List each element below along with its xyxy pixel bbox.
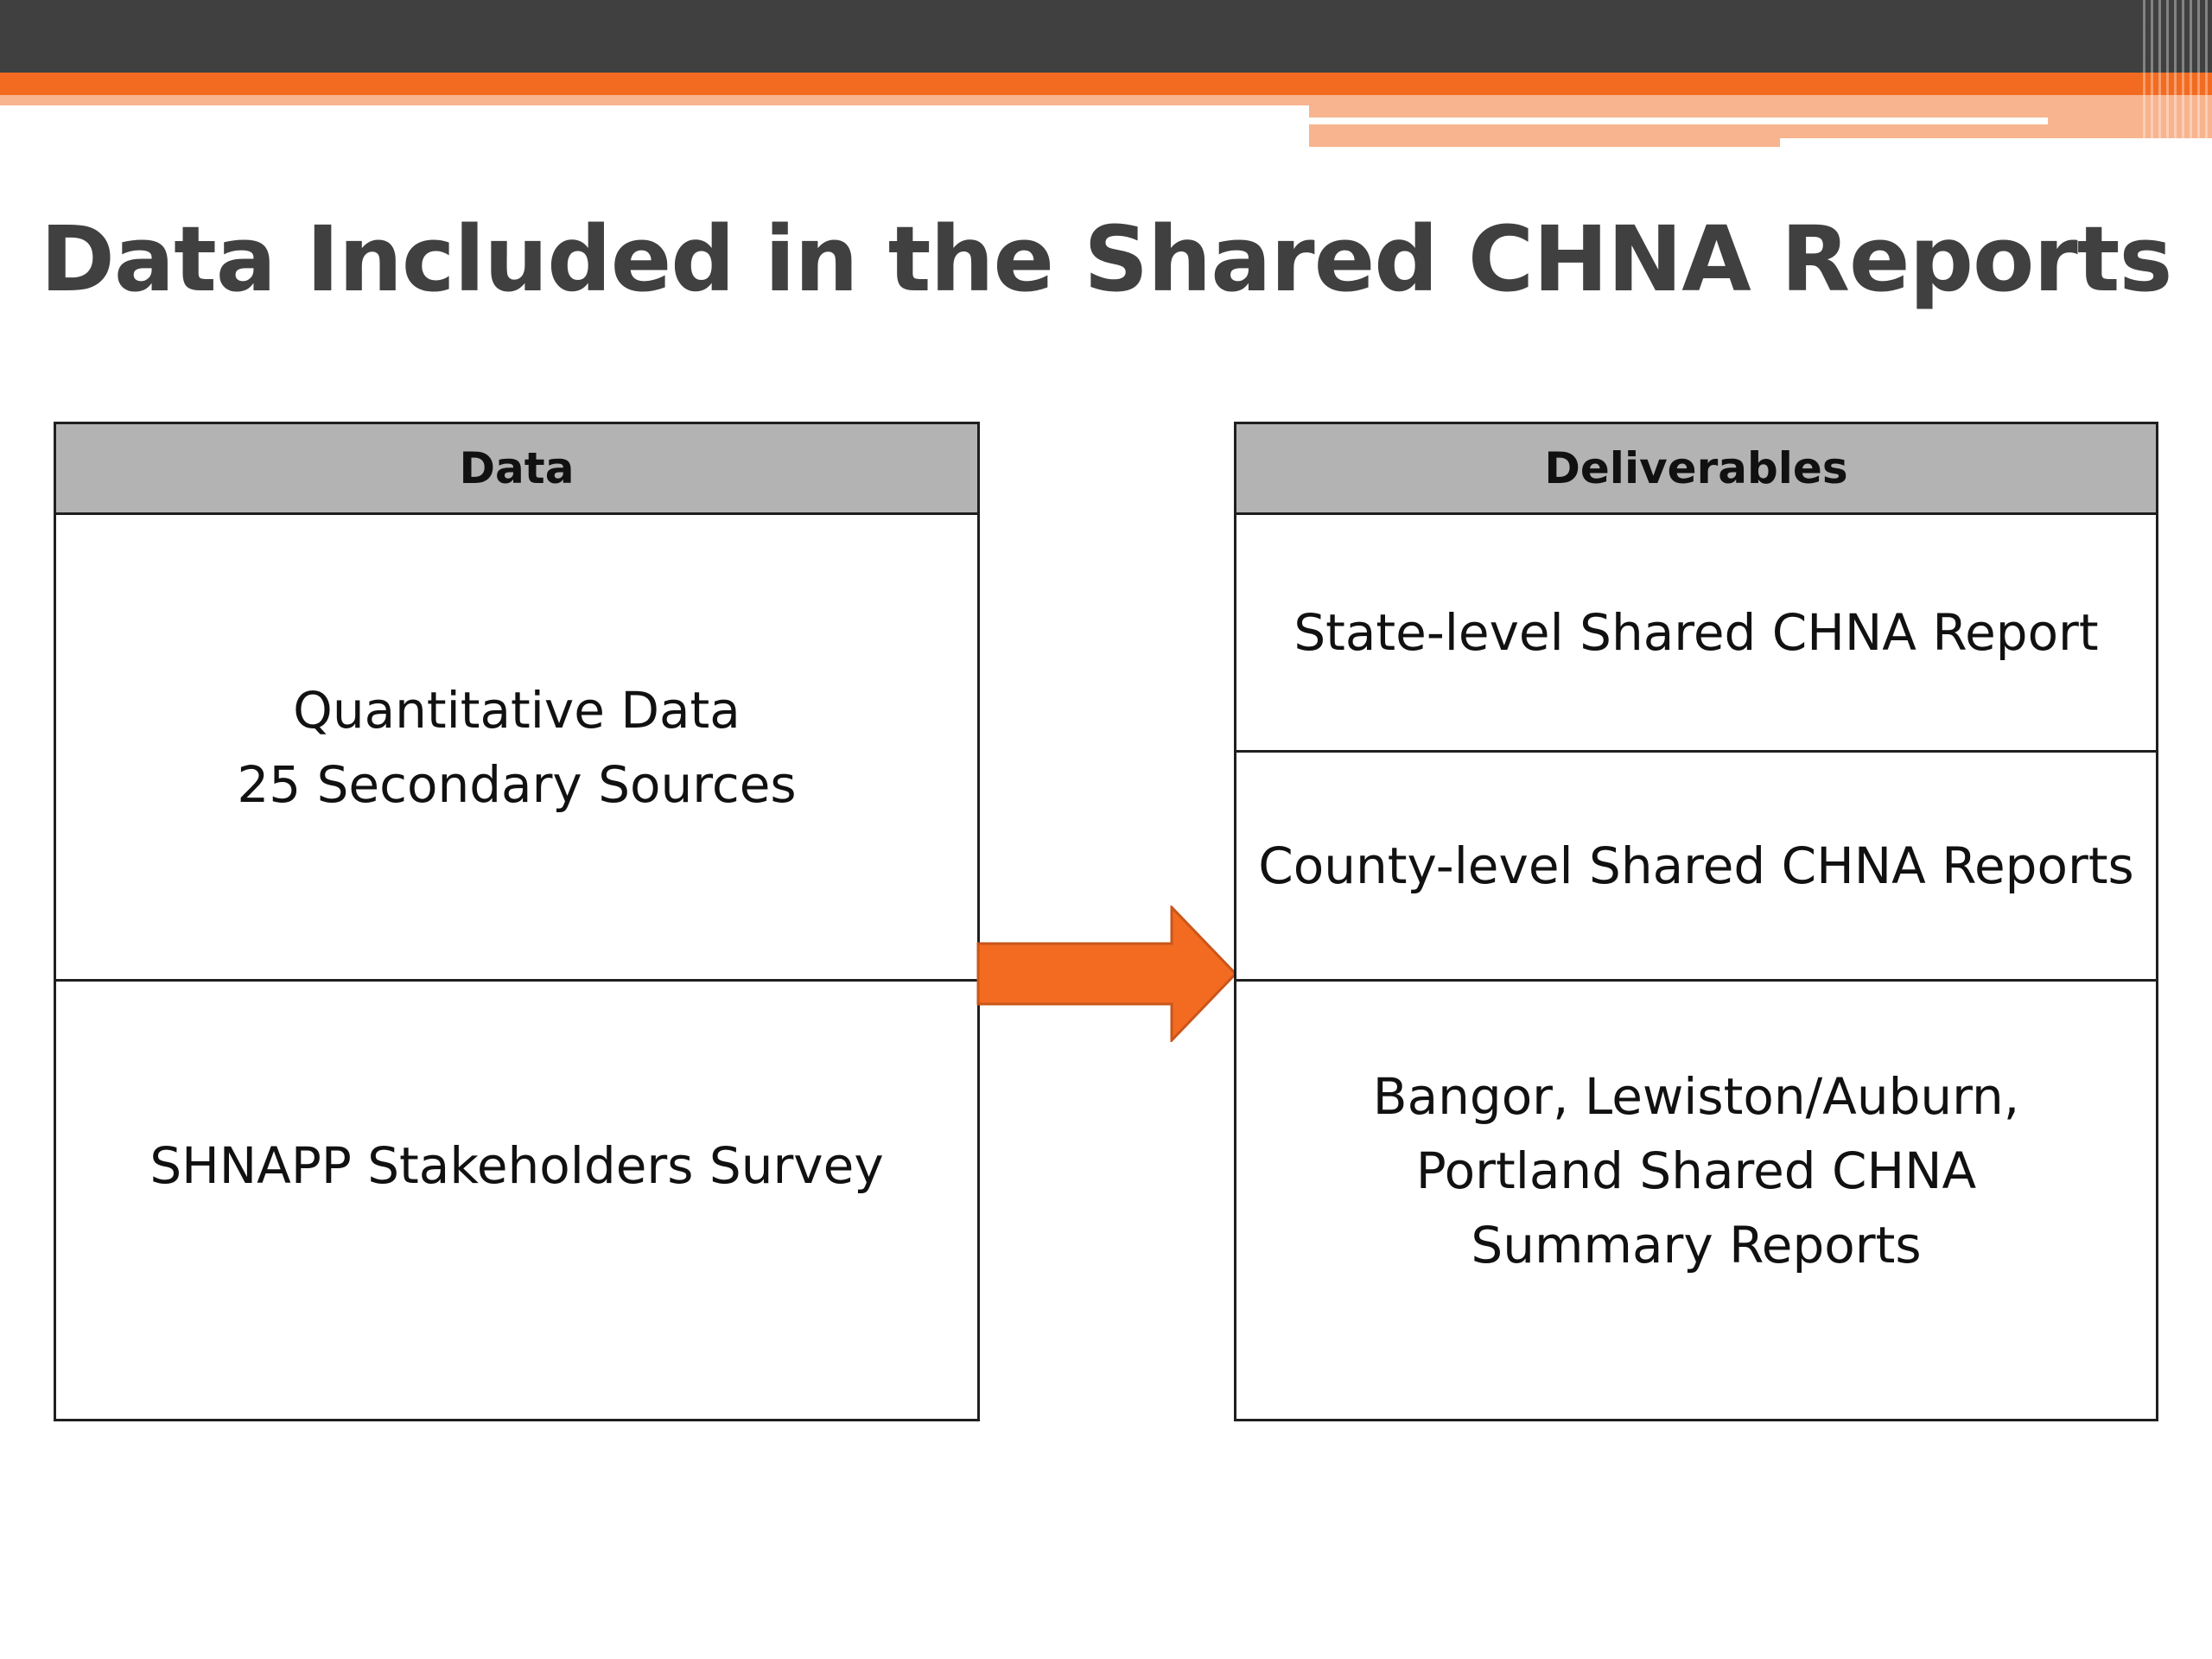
slide-title: Data Included in the Shared CHNA Reports — [40, 207, 2172, 312]
county-level-reports-cell — [1236, 750, 2156, 979]
county-level-reports-line-1: County-level Shared CHNA Reports — [1258, 836, 2134, 895]
stakeholders-survey-line-1: SHNAPP Stakeholders Survey — [149, 1136, 884, 1195]
summary-reports-cell — [1236, 979, 2156, 1421]
quantitative-data-cell — [56, 515, 977, 979]
top-dark-bar — [0, 0, 2212, 73]
orange-accent-bar — [0, 73, 2212, 95]
deliverables-table-header: Deliverables — [1236, 424, 2156, 515]
data-table — [54, 422, 980, 1421]
right-arrow-icon — [976, 906, 1237, 1042]
accent-divider — [0, 105, 1309, 149]
state-level-report-cell — [1236, 515, 2156, 750]
state-level-report-line-1: State-level Shared CHNA Report — [1294, 603, 2099, 662]
arrow-shape — [978, 907, 1236, 1040]
summary-reports-line-1: Bangor, Lewiston/Auburn, — [1372, 1067, 2020, 1126]
summary-reports-line-3: Summary Reports — [1471, 1216, 1922, 1274]
accent-stripe-1 — [1309, 118, 2048, 124]
header-texture — [2143, 0, 2212, 149]
summary-reports-line-2: Portland Shared CHNA — [1415, 1141, 1977, 1200]
deliverables-table — [1234, 422, 2158, 1421]
data-table-header: Data — [56, 424, 977, 515]
stakeholders-survey-cell — [56, 979, 977, 1421]
light-accent-bar-left — [0, 95, 1309, 105]
quantitative-data-line-2: 25 Secondary Sources — [237, 754, 797, 814]
quantitative-data-line-1: Quantitative Data — [293, 680, 741, 740]
